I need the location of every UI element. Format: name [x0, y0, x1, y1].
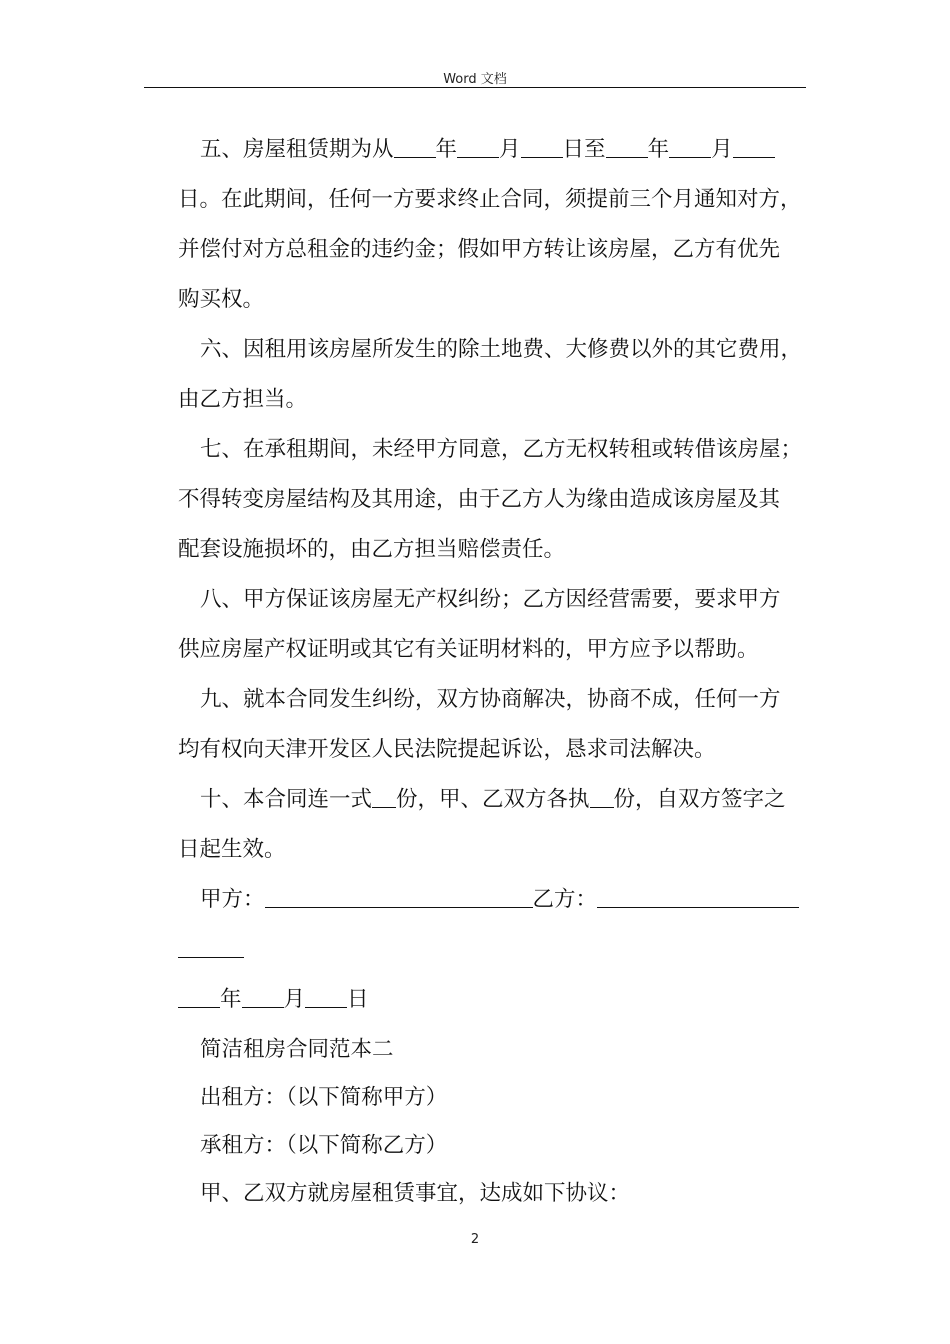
year-label: 年: [647, 137, 670, 162]
blank-field: [372, 783, 396, 808]
party-b-label: 乙方：: [532, 887, 598, 912]
agreement-intro: 甲、乙双方就房屋租赁事宜，达成如下协议：: [200, 1181, 631, 1206]
clause-10-text: 十、本合同连一式: [200, 787, 373, 812]
blank-field: [394, 133, 436, 158]
blank-field: [521, 133, 563, 158]
blank-field: [305, 983, 347, 1008]
clause-10-text: 份，自双方签字之: [613, 787, 786, 812]
year-label: 年: [220, 987, 242, 1012]
clause-9-line-1: 九、就本合同发生纠纷，双方协商解决，协商不成，任何一方: [200, 687, 781, 712]
year-label: 年: [435, 137, 458, 162]
day-label: 日: [347, 987, 369, 1012]
clause-7-line-1: 七、在承租期间，未经甲方同意，乙方无权转租或转借该房屋；: [200, 437, 803, 462]
blank-field: [242, 983, 284, 1008]
clause-10-text: 份，甲、乙双方各执: [396, 787, 590, 812]
clause-5-text: 五、房屋租赁期为从: [200, 137, 394, 162]
month-label: 月: [499, 137, 521, 162]
clause-7-line-2: 不得转变房屋结构及其用途，由于乙方人为缘由造成该房屋及其: [178, 487, 781, 512]
party-b-signature-blank: [178, 933, 244, 958]
clause-10-line-1: [200, 780, 786, 820]
day-to-label: 日至: [562, 137, 606, 162]
clause-5-line-4: 购买权。: [178, 287, 265, 312]
blank-field: [606, 133, 648, 158]
signature-line-continued: [178, 930, 244, 970]
section-title: 简洁租房合同范本二: [200, 1037, 394, 1062]
page-number: 2: [470, 1232, 480, 1247]
month-label: 月: [711, 137, 733, 162]
month-label: 月: [283, 987, 306, 1012]
lessee-line: 承租方：（以下简称乙方）: [200, 1133, 448, 1158]
blank-field: [733, 133, 775, 158]
blank-field: [590, 783, 614, 808]
clause-10-line-2: 日起生效。: [178, 837, 286, 862]
clause-7-line-3: 配套设施损坏的，由乙方担当赔偿责任。: [178, 537, 566, 562]
clause-8-line-2: 供应房屋产权证明或其它有关证明材料的，甲方应予以帮助。: [178, 637, 759, 662]
party-b-signature-blank: [597, 883, 799, 908]
clause-9-line-2: 均有权向天津开发区人民法院提起诉讼，恳求司法解决。: [178, 737, 716, 762]
blank-field: [178, 983, 220, 1008]
party-a-signature-blank: [265, 883, 533, 908]
signature-line: [200, 880, 799, 920]
party-a-label: 甲方：: [200, 887, 265, 912]
clause-6-line-1: 六、因租用该房屋所发生的除土地费、大修费以外的其它费用，: [200, 337, 803, 362]
clause-5-line-3: 并偿付对方总租金的违约金；假如甲方转让该房屋，乙方有优先: [178, 237, 781, 262]
clause-6-line-2: 由乙方担当。: [178, 387, 308, 412]
header-rule: [144, 87, 806, 88]
lessor-line: 出租方：（以下简称甲方）: [200, 1085, 448, 1110]
date-line: [178, 980, 369, 1020]
blank-field: [669, 133, 711, 158]
blank-field: [457, 133, 499, 158]
clause-8-line-1: 八、甲方保证该房屋无产权纠纷；乙方因经营需要，要求甲方: [200, 587, 781, 612]
page-header: Word 文档: [443, 72, 507, 87]
clause-5-line-2: 日。在此期间，任何一方要求终止合同，须提前三个月通知对方，: [178, 187, 802, 212]
clause-5-line-1: [200, 130, 775, 170]
